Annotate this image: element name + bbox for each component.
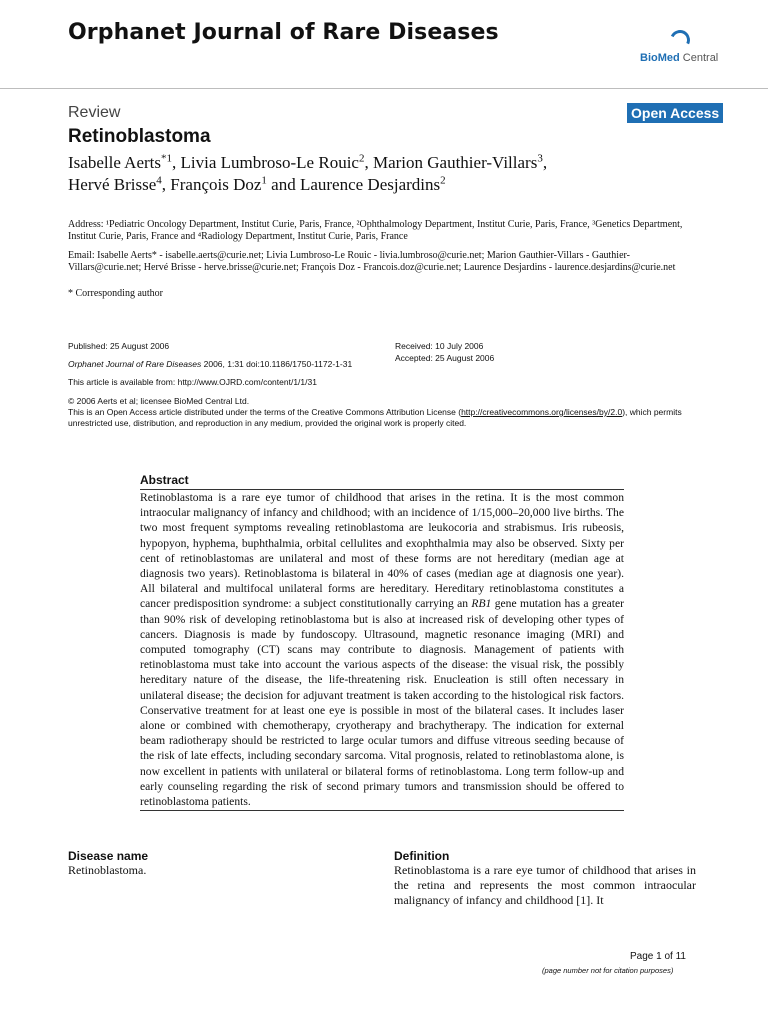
author-name: ,: [542, 153, 548, 172]
corresponding-author: * Corresponding author: [68, 288, 163, 299]
accepted-date: Accepted: 25 August 2006: [395, 353, 495, 363]
author-affiliation-mark: 4: [156, 174, 162, 187]
biomed-central-logo: [640, 30, 730, 70]
header-divider: [0, 88, 768, 89]
author-line-2: [68, 174, 708, 196]
journal-title: Orphanet Journal of Rare Diseases: [68, 20, 499, 45]
author-name: and Laurence Desjardins: [266, 175, 441, 194]
definition-heading: Definition: [394, 849, 450, 863]
published-date: Published: 25 August 2006: [68, 341, 170, 351]
definition-text: Retinoblastoma is a rare eye tumor of childhood that arises in the retina and represents the most common intraocular malignancy of infancy and childhood [1]. It: [394, 863, 696, 907]
author-name: Isabelle Aerts: [68, 153, 161, 172]
logo-wordmark: BioMed Central: [640, 52, 719, 64]
logo-arc-icon: [667, 27, 693, 53]
author-list: [68, 152, 708, 196]
email-list: Email: Isabelle Aerts* - isabelle.aerts@curie.net; Livia Lumbroso-Le Rouic - livia.lumbroso@curie.net; Marion Gauthier-Villars - Gauthier-Villars@curie.net; Hervé Brisse - herve.brisse@curie.net; François Doz - Francois.doz@curie.net; Laurence Desjardins - laurence.desjardins@curie.net: [68, 250, 676, 273]
article-title: Retinoblastoma: [68, 126, 211, 147]
copyright: © 2006 Aerts et al; licensee BioMed Central Ltd.: [68, 396, 250, 406]
page-number: Page 1 of 11: [630, 951, 686, 962]
disease-name-text: Retinoblastoma.: [68, 863, 147, 877]
author-name: Hervé Brisse: [68, 175, 157, 194]
copyright-license: [68, 396, 708, 429]
author-line-1: [68, 152, 708, 174]
page-note: (page number not for citation purposes): [542, 966, 674, 975]
author-name: , Marion Gauthier-Villars: [364, 153, 538, 172]
available-url[interactable]: This article is available from: http://www.OJRD.com/content/1/1/31: [68, 377, 317, 387]
open-access-badge: Open Access: [627, 103, 723, 123]
abstract-bottom-divider: [140, 810, 624, 811]
license-text: This is an Open Access article distributed under the terms of the Creative Commons Attribution License (http://creativecommons.org/licenses/by/2.0), which permits unrestricted use, distribution, and reproduction in any medium, provided the original work is properly cited.: [68, 407, 682, 428]
author-affiliation-mark: *1: [161, 152, 172, 165]
author-name: , François Doz: [161, 175, 262, 194]
license-link[interactable]: http://creativecommons.org/licenses/by/2.0: [461, 407, 623, 417]
author-affiliation-mark: 2: [440, 174, 446, 187]
article-type: Review: [68, 104, 121, 121]
address: Address: ¹Pediatric Oncology Department, Institut Curie, Paris, France, ²Ophthalmology Department, Institut Curie, Paris, France, ³Genetics Department, Institut Curie, Paris, France and ⁴Radiology Department, Institut Curie, Paris, France: [68, 219, 683, 242]
author-affiliation-mark: 2: [358, 152, 365, 165]
author-affiliation-mark: 1: [261, 174, 267, 187]
abstract-heading: Abstract: [140, 473, 189, 487]
disease-name-heading: Disease name: [68, 849, 149, 863]
author-name: , Livia Lumbroso-Le Rouic: [172, 153, 359, 172]
author-affiliation-mark: 3: [537, 152, 543, 165]
received-date: Received: 10 July 2006: [395, 341, 484, 351]
citation: Orphanet Journal of Rare Diseases 2006, 1:31 doi:10.1186/1750-1172-1-31: [68, 359, 353, 369]
abstract-text: Retinoblastoma is a rare eye tumor of childhood that arises in the retina. It is the most common intraocular malignancy of infancy and childhood; with an incidence of 1/15,000–20,000 live births. The two most frequent symptoms revealing retinoblastoma are leukocoria and strabismus. Iris rubeosis, hypopyon, hyphema, buphthalmia, orbital cellulites and exophthalmia may also be observed. Sixty per cent of retinoblastomas are unilateral and most of these forms are not hereditary (median age at diagnosis two years). Retinoblastoma is bilateral in 40% of cases (median age at diagnosis one year). All bilateral and multifocal unilateral forms are hereditary. Hereditary retinoblastoma constitutes a cancer predisposition syndrome: a subject constitutionally carrying an RB1 gene mutation has a greater than 90% risk of developing retinoblastoma but is also at increased risk of developing other types of cancers. Diagnosis is made by fundoscopy. Ultrasound, magnetic resonance imaging (MRI) and computed tomography (CT) scans may contribute to diagnosis. Management of patients with retinoblastoma must take into account the various aspects of the disease: the visual risk, the possibly hereditary nature of the disease, the life-threatening risk. Enucleation is still often necessary in unilateral disease; the decision for adjuvant treatment is taken according to the histological risk factors. Conservative treatment for at least one eye is possible in most of the bilateral cases. It includes laser alone or combined with chemotherapy, cryotherapy and brachytherapy. The indication for external beam radiotherapy should be restricted to large ocular tumors and diffuse vitreous seeding because of the risk of late effects, including secondary sarcoma. Vital prognosis, related to retinoblastoma alone, is now excellent in patients with unilateral or bilateral forms of retinoblastoma. Long term follow-up and early counseling regarding the risk of second primary tumors and transmission should be offered to retinoblastoma patients.: [140, 491, 624, 809]
